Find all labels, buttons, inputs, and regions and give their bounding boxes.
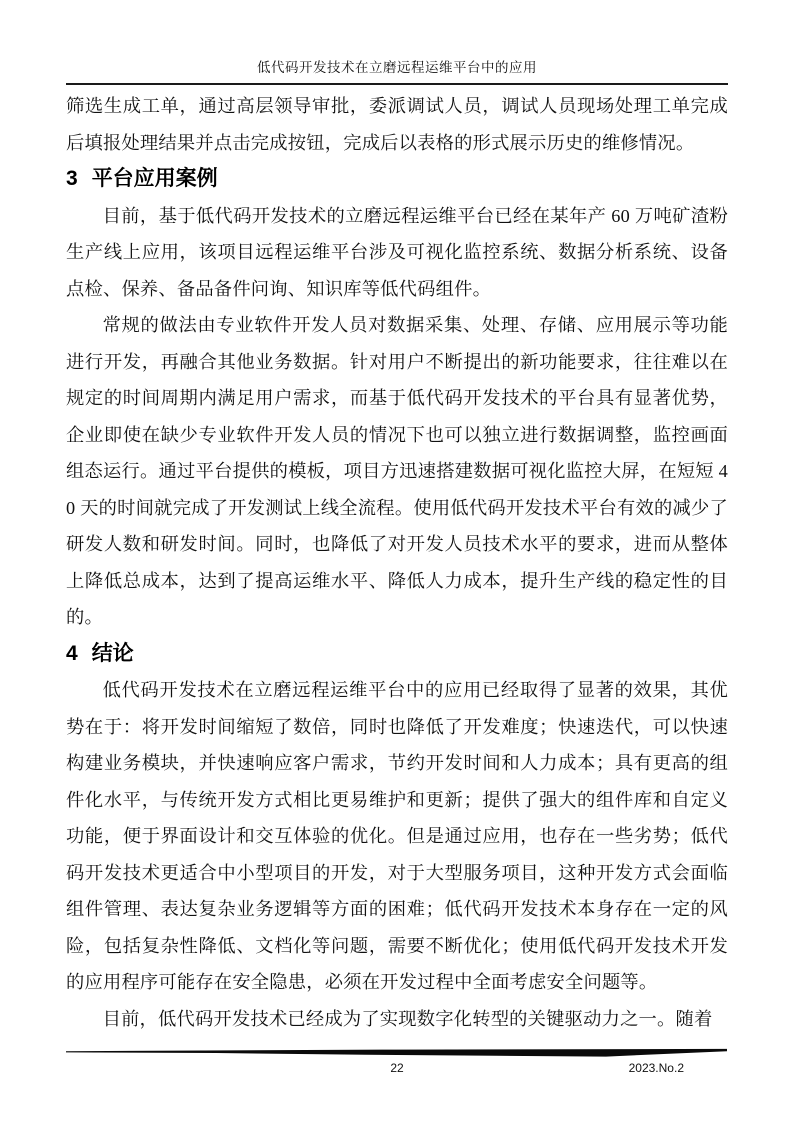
footer-rule	[66, 1046, 728, 1057]
section-4-paragraph-1: 低代码开发技术在立磨远程运维平台中的应用已经取得了显著的效果，其优势在于：将开发时间缩短了数倍，同时也降低了开发难度；快速迭代，可以快速构建业务模块，并快速响应客户需求，节约开发时间和人力成本；具有更高的组件化水平，与传统开发方式相比更易维护和更新；提供了强大的组件库和自定义功能，便于界面设计和交互体验的优化。但是通过应用，也存在一些劣势；低代码开发技术更适合中小型项目的开发，对于大型服务项目，这种开发方式会面临组件管理、表达复杂业务逻辑等方面的困难；低代码开发技术本身存在一定的风险，包括复杂性降低、文档化等问题，需要不断优化；使用低代码开发技术开发的应用程序可能存在安全隐患，必须在开发过程中全面考虑安全问题等。	[66, 680, 728, 992]
footer-text-row	[66, 1058, 728, 1078]
section-4-title: 结论	[91, 641, 134, 665]
page-number: 22	[390, 1061, 404, 1075]
section-4-heading	[66, 636, 728, 673]
page-header	[66, 58, 728, 85]
section-3-paragraph-2: 常规的做法由专业软件开发人员对数据采集、处理、存储、应用展示等功能进行开发，再融合其他业务数据。针对用户不断提出的新功能要求，往往难以在规定的时间周期内满足用户需求，而基于低代码开发技术的平台具有显著优势，企业即使在缺少专业软件开发人员的情况下也可以独立进行数据调整，监控画面组态运行。通过平台提供的模板，项目方迅速搭建数据可视化监控大屏，在短短 40 天的时间就完成了开发测试上线全流程。使用低代码开发技术平台有效的减少了研发人数和研发时间。同时，也降低了对开发人员技术水平的要求，进而从整体上降低总成本，达到了提高运维水平、降低人力成本，提升生产线的稳定性的目的。	[66, 315, 728, 627]
section-4-paragraph-2: 目前，低代码开发技术已经成为了实现数字化转型的关键驱动力之一。随着	[102, 1008, 713, 1029]
running-title: 低代码开发技术在立磨远程运维平台中的应用	[257, 60, 537, 75]
page-body	[66, 88, 728, 1037]
section-3-number: 3	[66, 167, 78, 190]
issue-label: 2023.No.2	[628, 1061, 684, 1075]
section-3-paragraph-1: 目前，基于低代码开发技术的立磨远程运维平台已经在某年产 60 万吨矿渣粉生产线上应用，该项目远程运维平台涉及可视化监控系统、数据分析系统、设备点检、保养、备品备件问询、知识库等低代码组件。	[66, 205, 728, 299]
header-rule	[66, 83, 728, 85]
continuation-paragraph: 筛选生成工单，通过高层领导审批，委派调试人员，调试人员现场处理工单完成后填报处理结果并点击完成按钮，完成后以表格的形式展示历史的维修情况。	[66, 96, 728, 153]
section-3-heading	[66, 161, 728, 198]
content-column	[66, 0, 728, 1037]
section-3-title: 平台应用案例	[91, 167, 218, 190]
section-4-number: 4	[66, 641, 78, 665]
